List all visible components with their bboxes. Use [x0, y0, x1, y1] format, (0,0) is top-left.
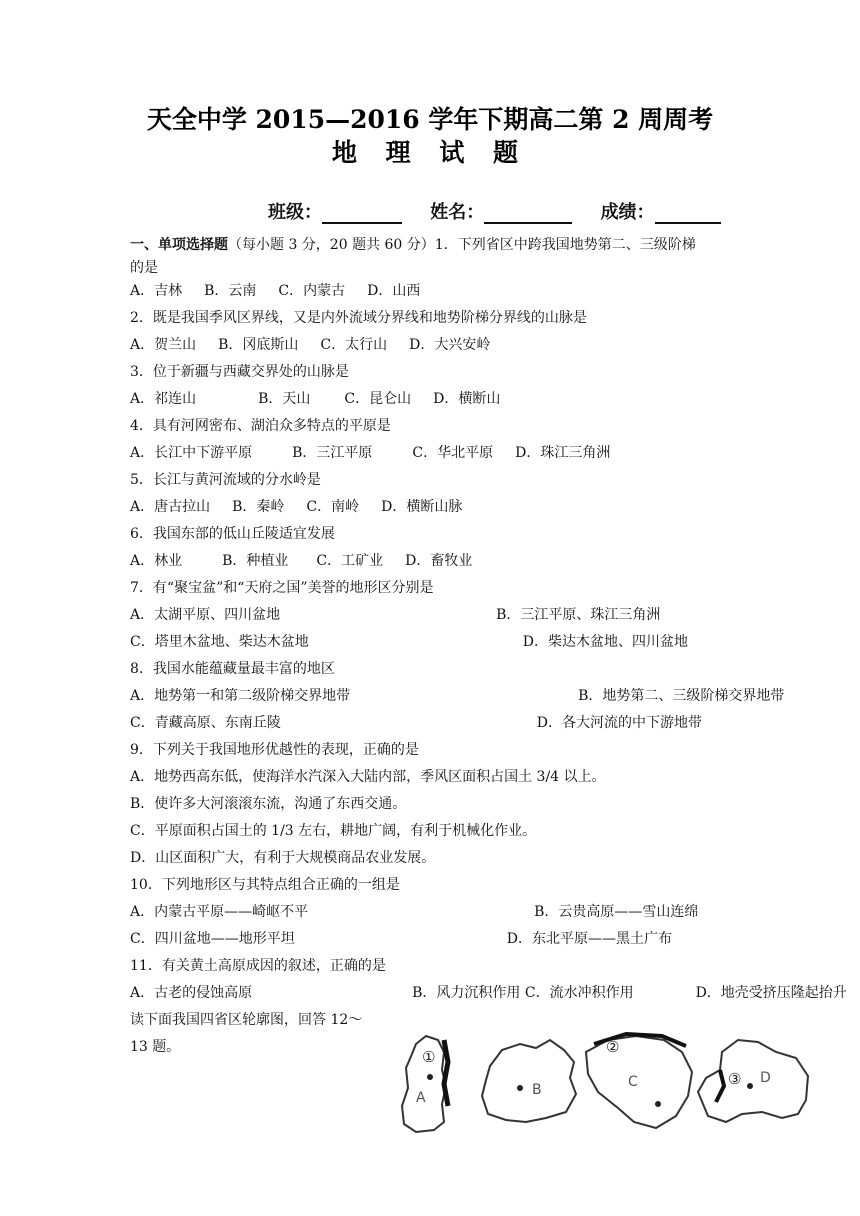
- answer-option: C．华北平原: [412, 445, 494, 461]
- city-dot: [427, 1074, 433, 1080]
- question-text: D．山区面积广大，有利于大规模商品农业发展。: [130, 850, 436, 866]
- boundary-line-3: [716, 1070, 724, 1102]
- question-text: A．地势西高东低，使海洋水汽深入大陆内部，季风区面积占国土 3/4 以上。: [130, 769, 606, 785]
- answer-option: B．种植业: [222, 553, 289, 569]
- answer-option: A．长江中下游平原: [130, 445, 253, 461]
- answer-options: [130, 903, 698, 921]
- answer-option: A．祁连山: [130, 391, 197, 407]
- answer-options: [130, 606, 660, 624]
- map-marker: ③: [728, 1070, 742, 1088]
- answer-option: B．云南: [204, 283, 257, 299]
- question-text: 读下面我国四省区轮廓图，回答 12～: [130, 1012, 363, 1028]
- answer-options: [130, 984, 847, 1002]
- class-field[interactable]: [322, 202, 402, 224]
- answer-option: D．柴达木盆地、四川盆地: [522, 634, 688, 650]
- name-field[interactable]: [484, 202, 572, 224]
- answer-option: B．三江平原、珠江三角洲: [496, 607, 661, 623]
- answer-options: [130, 498, 462, 516]
- name-label: 姓名：: [430, 202, 485, 223]
- question-text: 的是: [130, 260, 158, 276]
- answer-option: B．冈底斯山: [218, 337, 299, 353]
- city-dot: [517, 1085, 523, 1091]
- map-marker: ②: [606, 1038, 620, 1056]
- answer-option: B．云贵高原——雪山连绵: [534, 904, 699, 920]
- answer-option: C．四川盆地——地形平坦: [130, 931, 295, 947]
- answer-option: B．三江平原: [292, 445, 373, 461]
- question-text: 11．有关黄土高原成因的叙述，正确的是: [130, 958, 386, 974]
- answer-option: D．大兴安岭: [409, 337, 491, 353]
- answer-option: D．珠江三角洲: [515, 445, 611, 461]
- question-text: 5．长江与黄河流域的分水岭是: [130, 472, 321, 488]
- answer-option: A．吉林: [130, 283, 183, 299]
- question-text: 9．下列关于我国地形优越性的表现，正确的是: [130, 742, 419, 758]
- answer-options: [130, 444, 610, 462]
- section-heading: 一、单项选择题: [130, 237, 228, 253]
- answer-option: A．林业: [130, 553, 183, 569]
- section-note: （每小题 3 分，20 题共 60 分）: [228, 237, 435, 253]
- question-text: 13 题。: [130, 1039, 181, 1055]
- answer-option: C．工矿业: [316, 553, 384, 569]
- answer-option: B．秦岭: [232, 499, 285, 515]
- answer-options: [130, 552, 472, 570]
- question-text: 8．我国水能蕴藏量最丰富的地区: [130, 661, 335, 677]
- city-dot: [747, 1083, 753, 1089]
- answer-option: C．内蒙古: [278, 283, 346, 299]
- exam-subtitle: 地 理 试 题: [331, 138, 529, 167]
- answer-option: C．南岭: [306, 499, 360, 515]
- map-region-label: B: [532, 1082, 542, 1098]
- question-text: 4．具有河网密布、湖泊众多特点的平原是: [130, 418, 391, 434]
- question-text: 7．有“聚宝盆”和“天府之国”美誉的地形区分别是: [130, 580, 434, 596]
- student-info-fields: [268, 198, 721, 224]
- answer-option: C．青藏高原、东南丘陵: [130, 715, 281, 731]
- exam-title: 天全中学 2015—2016 学年下期高二第 2 周周考: [146, 105, 714, 134]
- answer-options: [130, 336, 490, 354]
- answer-option: C．昆仑山: [344, 391, 412, 407]
- answer-option: C．塔里木盆地、柴达木盆地: [130, 634, 309, 650]
- city-dot: [655, 1101, 661, 1107]
- answer-option: A．唐古拉山: [130, 499, 211, 515]
- map-region-label: C: [628, 1074, 638, 1090]
- question-text: 1．下列省区中跨我国地势第二、三级阶梯: [434, 237, 696, 253]
- answer-option: D．横断山脉: [381, 499, 463, 515]
- answer-options: [130, 633, 688, 651]
- answer-options: [130, 687, 784, 705]
- score-label: 成绩：: [600, 202, 655, 223]
- province-outline-map: [386, 1022, 826, 1136]
- answer-option: D．地壳受挤压隆起抬升: [695, 985, 847, 1001]
- answer-option: A．内蒙古平原——崎岖不平: [130, 904, 309, 920]
- answer-option: A．贺兰山: [130, 337, 197, 353]
- answer-option: D．畜牧业: [405, 553, 473, 569]
- answer-option: B．天山: [258, 391, 311, 407]
- answer-option: A．古老的侵蚀高原: [130, 985, 253, 1001]
- question-text: C．平原面积占国土的 1/3 左右，耕地广阔，有利于机械化作业。: [130, 823, 537, 839]
- answer-options: [130, 390, 500, 408]
- question-text: 3．位于新疆与西藏交界处的山脉是: [130, 364, 349, 380]
- question-text: 6．我国东部的低山丘陵适宜发展: [130, 526, 335, 542]
- question-text: 10．下列地形区与其特点组合正确的一组是: [130, 877, 400, 893]
- answer-options: [130, 930, 672, 948]
- section-heading-line: [130, 236, 696, 254]
- answer-option: D．横断山: [433, 391, 501, 407]
- province-c-outline: [586, 1036, 692, 1128]
- map-marker: ①: [422, 1048, 436, 1066]
- map-region-label: D: [760, 1070, 771, 1086]
- question-text: 2．既是我国季风区界线，又是内外流域分界线和地势阶梯分界线的山脉是: [130, 310, 587, 326]
- answer-options: [130, 714, 702, 732]
- answer-option: A．地势第一和第二级阶梯交界地带: [130, 688, 351, 704]
- answer-option: B．风力沉积作用 C．流水冲积作用: [412, 985, 634, 1001]
- answer-option: A．太湖平原、四川盆地: [130, 607, 281, 623]
- map-region-label: A: [416, 1090, 426, 1106]
- answer-option: D．各大河流的中下游地带: [536, 715, 702, 731]
- question-text: B．使许多大河滚滚东流，沟通了东西交通。: [130, 796, 407, 812]
- answer-option: B．地势第二、三级阶梯交界地带: [578, 688, 785, 704]
- province-d-outline: [698, 1040, 808, 1122]
- answer-options: [130, 282, 420, 300]
- score-field[interactable]: [655, 202, 721, 224]
- boundary-line-1: [444, 1040, 448, 1106]
- class-label: 班级：: [268, 202, 322, 223]
- province-b-outline: [482, 1040, 576, 1122]
- answer-option: C．太行山: [320, 337, 388, 353]
- answer-option: D．山西: [367, 283, 421, 299]
- answer-option: D．东北平原——黑土广布: [506, 931, 672, 947]
